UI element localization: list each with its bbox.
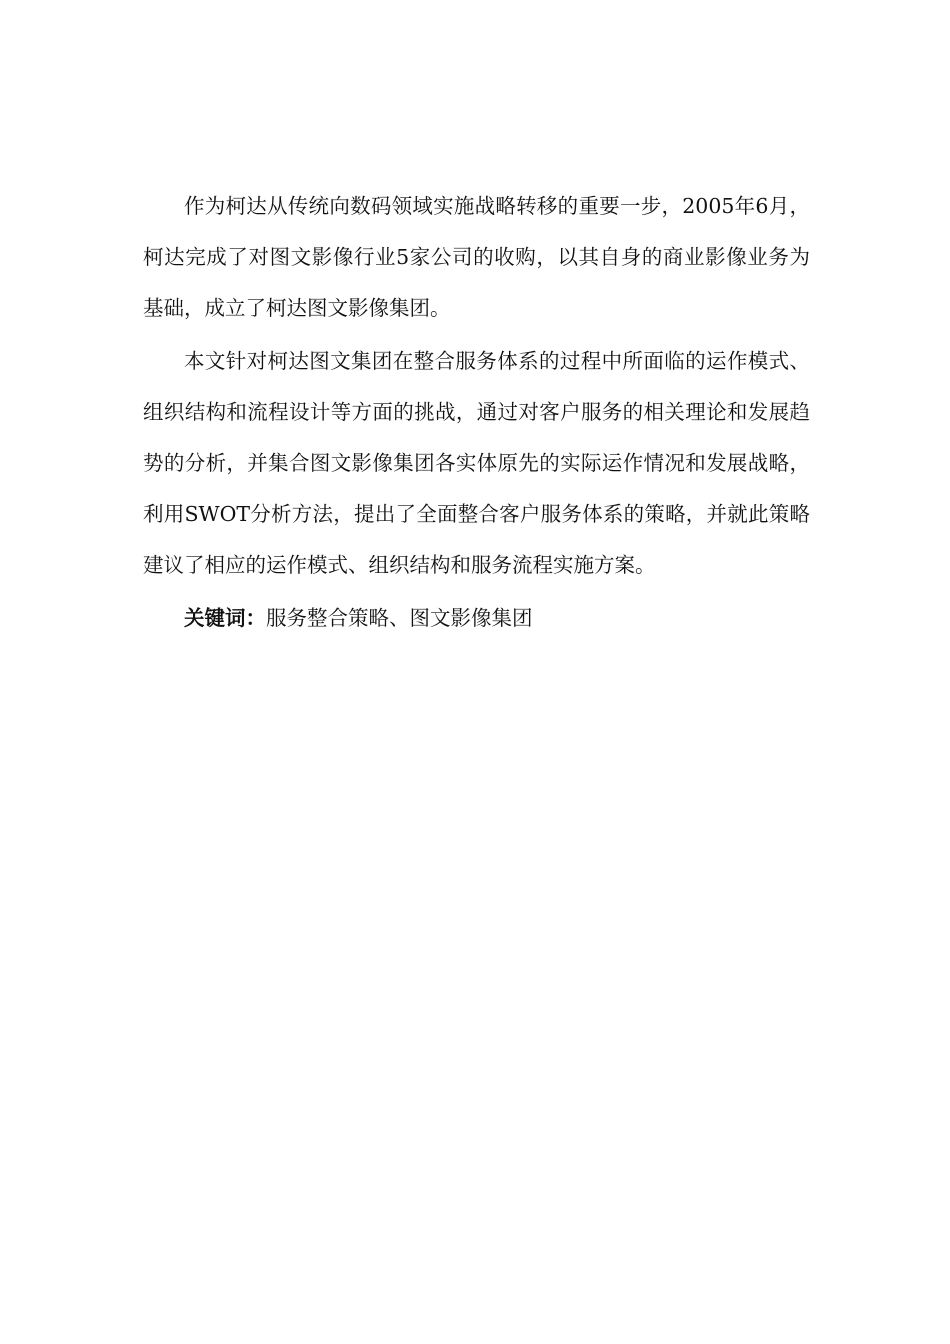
- abstract-paragraph-2: 本文针对柯达图文集团在整合服务体系的过程中所面临的运作模式、组织结构和流程设计等方面的挑战，通过对客户服务的相关理论和发展趋势的分析，并集合图文影像集团各实体原先的实际运作情况和发展战略，利用SWOT分析方法，提出了全面整合客户服务体系的策略，并就此策略建议了相应的运作模式、组织结构和服务流程实施方案。: [143, 349, 810, 577]
- keywords-label: 关键词：: [184, 606, 266, 630]
- keywords-line: [143, 593, 810, 644]
- abstract-body: [143, 181, 810, 644]
- abstract-paragraph-1: 作为柯达从传统向数码领域实施战略转移的重要一步，2005年6月，柯达完成了对图文影像行业5家公司的收购，以其自身的商业影像业务为基础，成立了柯达图文影像集团。: [143, 194, 810, 320]
- keywords-value: 服务整合策略、图文影像集团: [266, 606, 533, 630]
